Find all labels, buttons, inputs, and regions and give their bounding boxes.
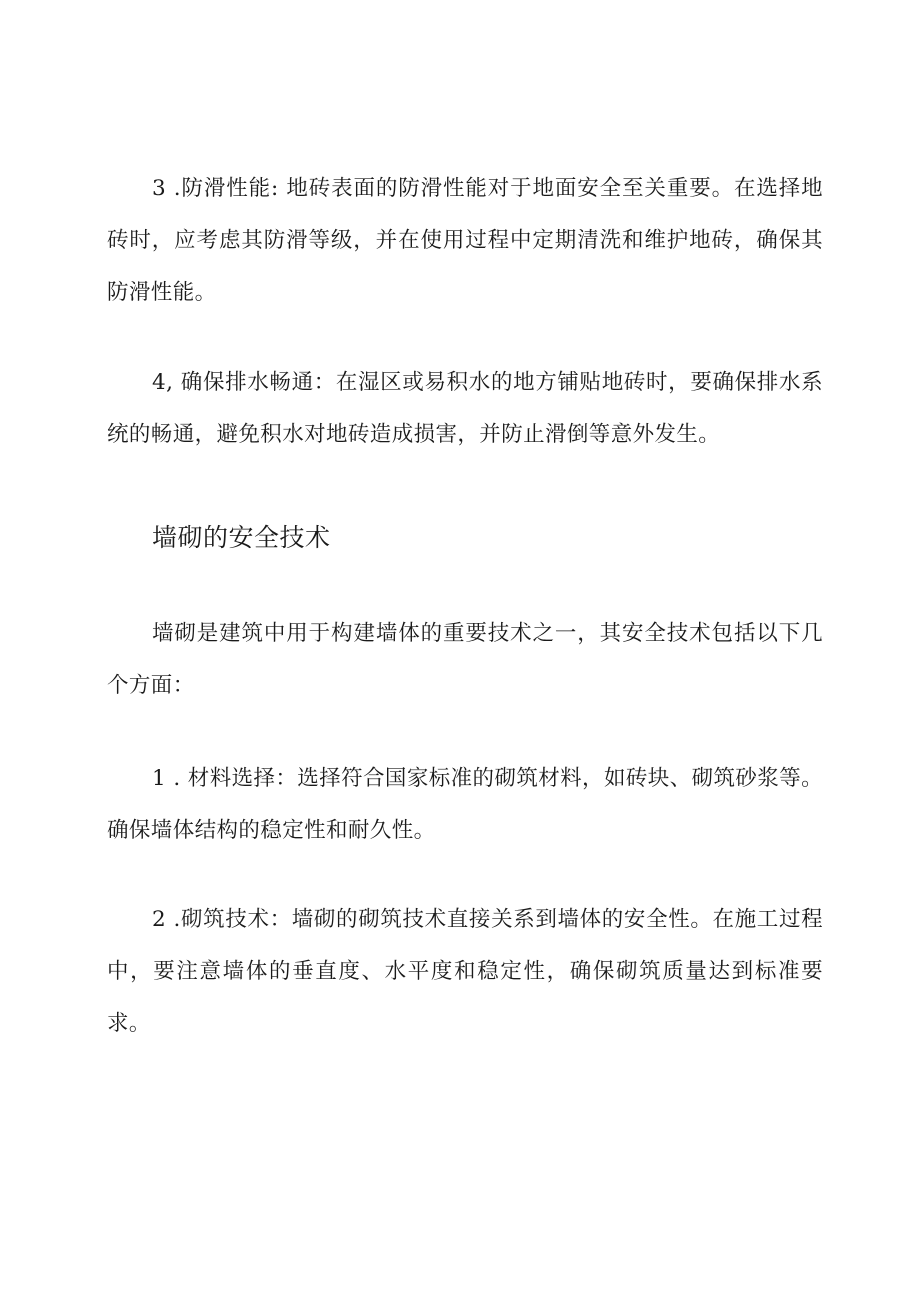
paragraph-material-selection: 1 . 材料选择：选择符合国家标准的砌筑材料，如砖块、砌筑砂浆等。确保墙体结构的稳定性和耐久性。 — [107, 766, 823, 843]
paragraph-anti-slip: 3 .防滑性能: 地砖表面的防滑性能对于地面安全至关重要。在选择地砖时，应考虑其防滑等级，并在使用过程中定期清洗和维护地砖，确保其防滑性能。 — [107, 176, 823, 305]
paragraph-drainage: 4, 确保排水畅通：在湿区或易积水的地方铺贴地砖时，要确保排水系统的畅通，避免积水对地砖造成损害，并防止滑倒等意外发生。 — [107, 370, 823, 447]
section-heading: 墙砌的安全技术 — [152, 523, 331, 552]
paragraph-intro: 墙砌是建筑中用于构建墙体的重要技术之一，其安全技术包括以下几个方面： — [107, 621, 823, 698]
paragraph-masonry-technique: 2 .砌筑技术：墙砌的砌筑技术直接关系到墙体的安全性。在施工过程中，要注意墙体的垂直度、水平度和稳定性，确保砌筑质量达到标准要求。 — [107, 907, 823, 1036]
